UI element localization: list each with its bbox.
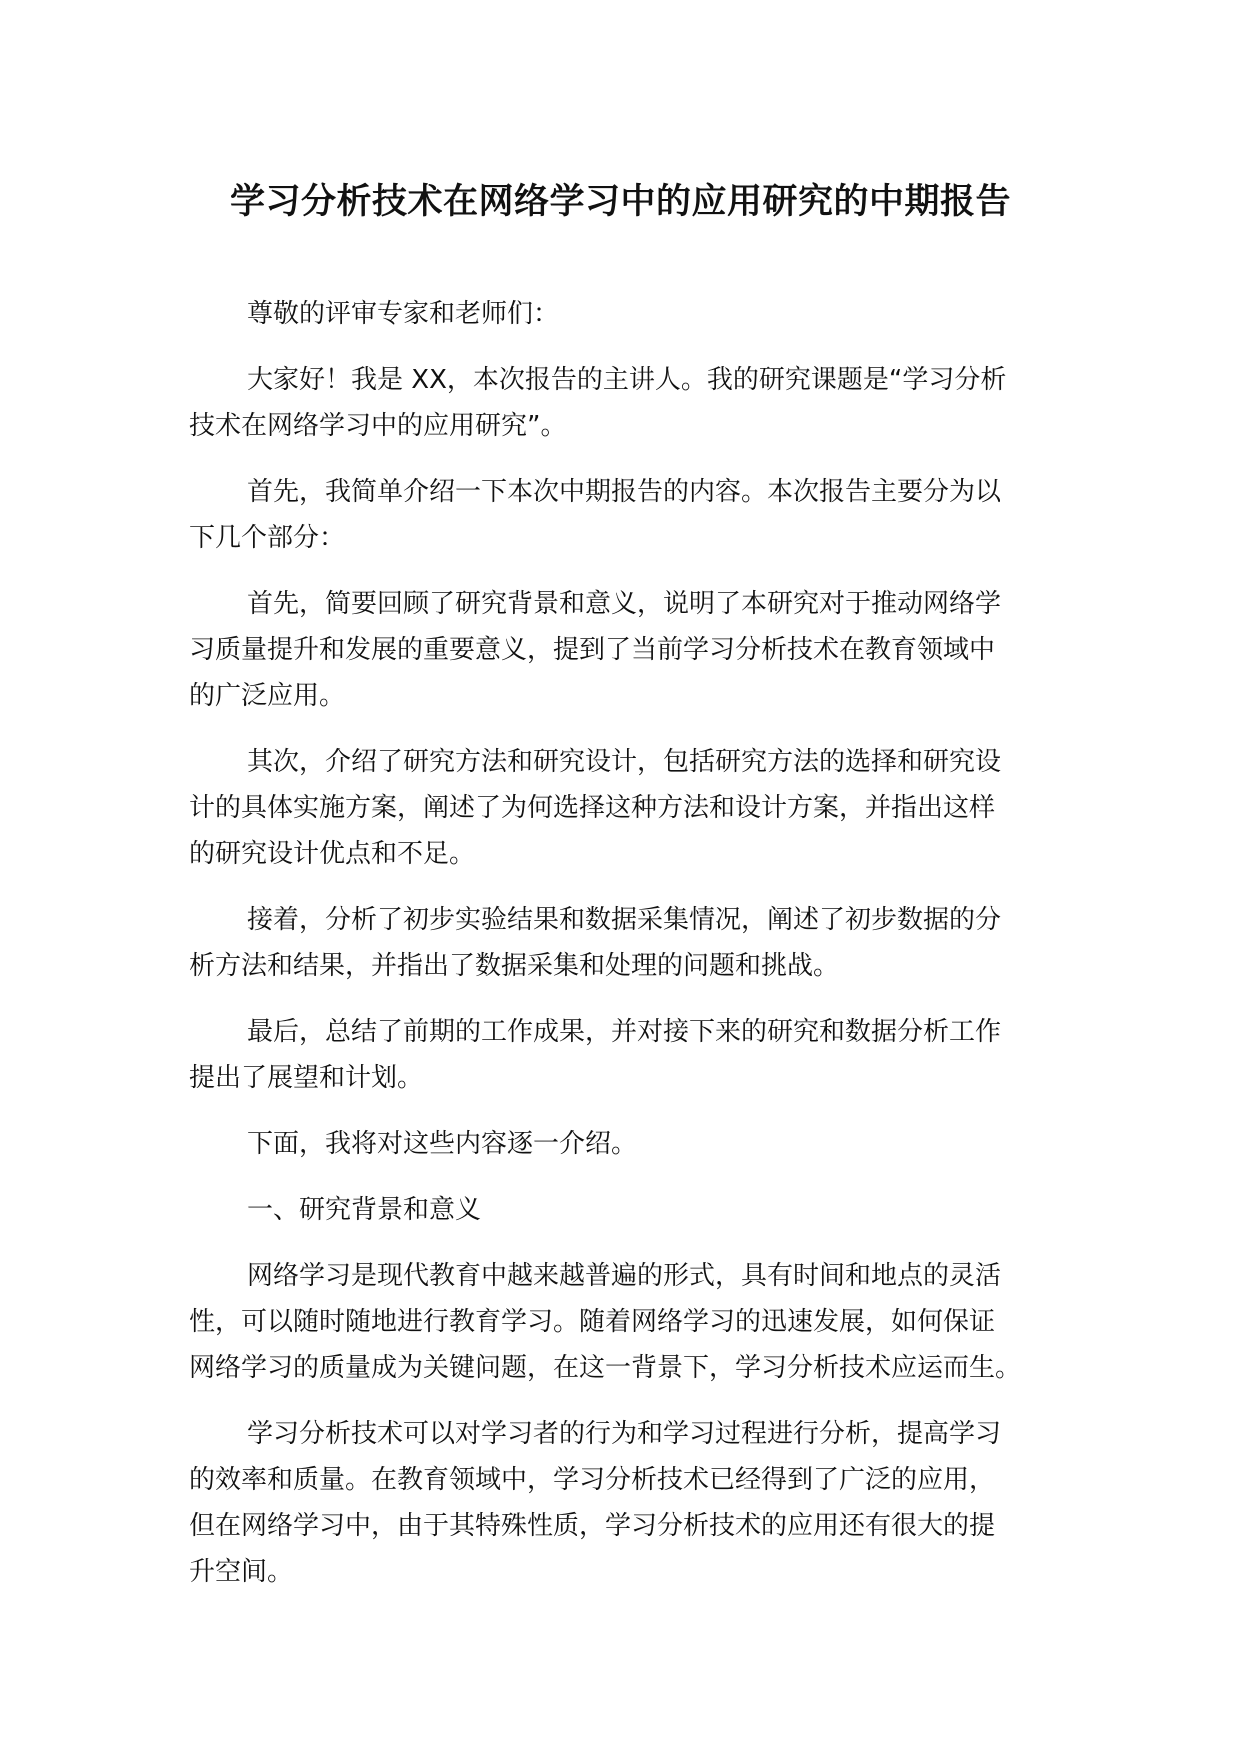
paragraph-line: 网络学习的质量成为关键问题，在这一背景下，学习分析技术应运而生。 [189,1353,1022,1383]
paragraph [189,1187,1089,1233]
paragraph [189,581,1089,719]
paragraph-line: 大家好！我是 XX，本次报告的主讲人。我的研究课题是“学习分析 [247,365,1007,395]
paragraph [189,469,1089,561]
paragraph-line: 下几个部分： [189,523,346,553]
paragraph-line: 一、研究背景和意义 [247,1195,482,1225]
paragraph-line: 习质量提升和发展的重要意义，提到了当前学习分析技术在教育领域中 [189,635,996,665]
paragraph [189,1121,1089,1167]
paragraph-line: 其次，介绍了研究方法和研究设计，包括研究方法的选择和研究设 [247,747,1002,777]
paragraph-line: 网络学习是现代教育中越来越普遍的形式，具有时间和地点的灵活 [247,1261,1002,1291]
paragraph-line: 下面，我将对这些内容逐一介绍。 [247,1129,638,1159]
paragraph-line: 首先，我简单介绍一下本次中期报告的内容。本次报告主要分为以 [247,477,1002,507]
paragraph [189,1253,1089,1391]
paragraph-line: 尊敬的评审专家和老师们： [247,299,560,329]
document-body [189,291,1089,1615]
paragraph-line: 析方法和结果，并指出了数据采集和处理的问题和挑战。 [189,951,840,981]
paragraph-line: 接着，分析了初步实验结果和数据采集情况，阐述了初步数据的分 [247,905,1002,935]
paragraph-line: 升空间。 [189,1557,294,1587]
paragraph-line: 的研究设计优点和不足。 [189,839,476,869]
paragraph-line: 技术在网络学习中的应用研究”。 [189,411,567,441]
document-title: 学习分析技术在网络学习中的应用研究的中期报告 [229,182,1011,222]
paragraph [189,357,1089,449]
paragraph [189,1411,1089,1595]
paragraph [189,1009,1089,1101]
paragraph [189,897,1089,989]
paragraph-line: 的效率和质量。在教育领域中，学习分析技术已经得到了广泛的应用， [189,1465,996,1495]
paragraph-line: 首先，简要回顾了研究背景和意义，说明了本研究对于推动网络学 [247,589,1002,619]
paragraph-line: 性，可以随时随地进行教育学习。随着网络学习的迅速发展，如何保证 [189,1307,996,1337]
paragraph [189,291,1089,337]
paragraph-line: 计的具体实施方案，阐述了为何选择这种方法和设计方案，并指出这样 [189,793,996,823]
paragraph-line: 最后，总结了前期的工作成果，并对接下来的研究和数据分析工作 [247,1017,1002,1047]
paragraph-line: 提出了展望和计划。 [189,1063,424,1093]
paragraph-line: 学习分析技术可以对学习者的行为和学习过程进行分析，提高学习 [247,1419,1002,1449]
paragraph [189,739,1089,877]
paragraph-line: 的广泛应用。 [189,681,346,711]
paragraph-line: 但在网络学习中，由于其特殊性质，学习分析技术的应用还有很大的提 [189,1511,996,1541]
